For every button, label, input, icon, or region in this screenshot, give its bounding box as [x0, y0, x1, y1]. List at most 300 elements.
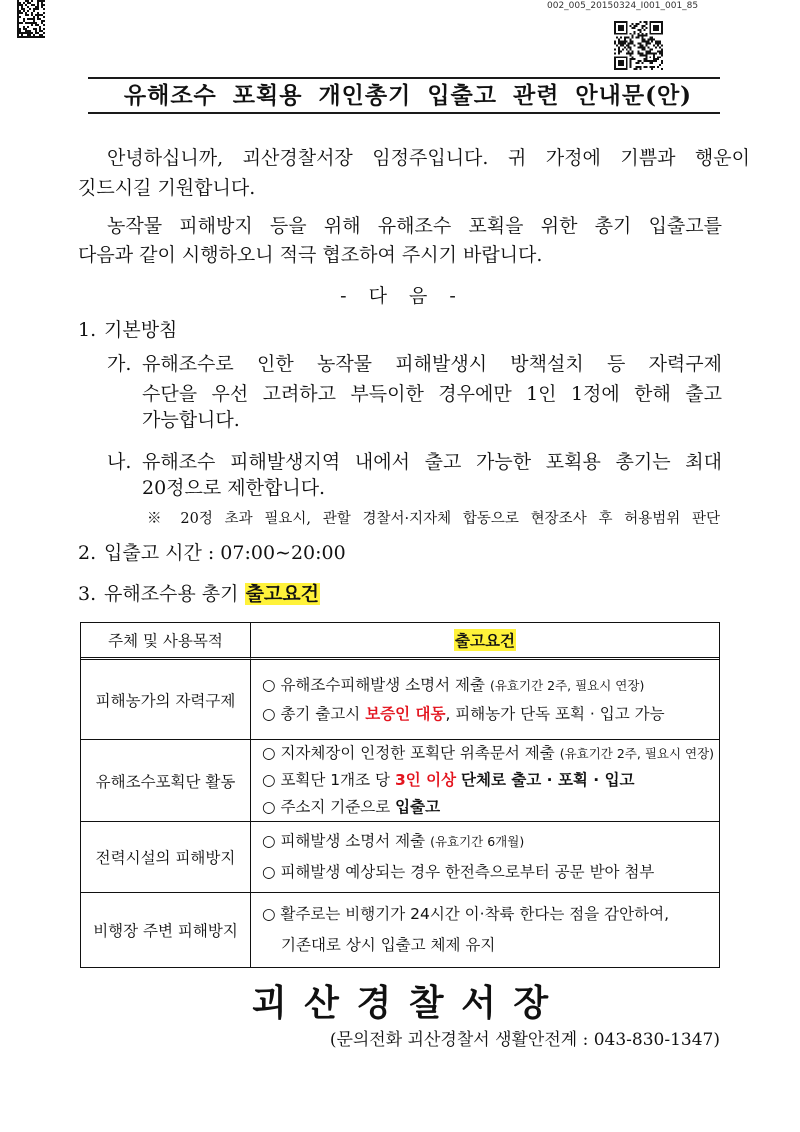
code-module	[657, 43, 659, 45]
contact-info: (문의전화 괴산경찰서 생활안전계 : 043-830-1347)	[329, 1030, 720, 1050]
code-module	[23, 8, 25, 10]
code-module	[661, 25, 663, 27]
code-module	[29, 34, 31, 36]
table-header-requirements-cell	[251, 623, 719, 660]
code-module	[643, 29, 645, 31]
code-module	[626, 27, 628, 29]
code-module	[649, 50, 651, 52]
code-module	[41, 14, 43, 16]
code-module	[17, 36, 19, 38]
code-module	[17, 28, 19, 30]
code-module	[647, 41, 649, 43]
code-module	[655, 52, 657, 54]
code-module	[31, 32, 33, 34]
code-module	[17, 16, 19, 18]
code-module	[628, 37, 630, 39]
code-module	[33, 34, 35, 36]
code-module	[645, 58, 647, 60]
code-module	[620, 45, 622, 47]
row-4-subject: 비행장 주변 피해방지	[81, 893, 251, 967]
requirements-table	[80, 622, 720, 968]
table-header-subject: 주체 및 사용목적	[81, 623, 251, 660]
code-module	[638, 23, 640, 25]
code-module	[645, 50, 647, 52]
code-module	[651, 68, 653, 70]
code-module	[628, 52, 630, 54]
code-module	[37, 18, 39, 20]
code-module	[638, 52, 640, 54]
code-module	[23, 32, 25, 34]
code-module	[29, 36, 31, 38]
requirement-text: ○ 피해발생 예상되는 경우 한전측으로부터 공문 받아 첨부	[262, 863, 655, 881]
row-2-requirements	[251, 740, 719, 822]
code-module	[17, 0, 19, 2]
code-module	[37, 16, 39, 18]
code-module	[17, 30, 19, 32]
code-module	[43, 8, 45, 10]
code-module	[655, 29, 657, 31]
code-module	[657, 58, 659, 60]
code-module	[626, 52, 628, 54]
code-module	[618, 48, 620, 50]
code-module	[634, 33, 636, 35]
code-module	[659, 52, 661, 54]
row-2-line-2	[262, 767, 719, 794]
code-module	[27, 26, 29, 28]
code-module	[17, 32, 19, 34]
code-module	[618, 60, 620, 62]
code-module	[630, 41, 632, 43]
code-module	[27, 0, 29, 2]
code-module	[653, 54, 655, 56]
code-module	[630, 48, 632, 50]
code-module	[645, 45, 647, 47]
code-module	[639, 54, 641, 56]
requirement-text: ○ 유해조수피해발생 소명서 제출	[262, 676, 485, 694]
code-module	[639, 46, 641, 48]
code-module	[645, 54, 647, 56]
code-module	[649, 62, 651, 64]
code-module	[645, 27, 647, 29]
code-module	[624, 43, 626, 45]
code-module	[645, 33, 647, 35]
code-module	[632, 43, 634, 45]
code-module	[661, 52, 663, 54]
code-module	[19, 22, 21, 24]
code-module	[37, 0, 39, 2]
code-module	[19, 36, 21, 38]
code-module	[29, 8, 31, 10]
code-module	[655, 46, 657, 48]
code-module	[647, 39, 649, 41]
code-module	[649, 37, 651, 39]
code-module	[651, 37, 653, 39]
section-1-number: 1.	[78, 319, 97, 341]
code-module	[638, 62, 640, 64]
code-module	[19, 16, 21, 18]
code-module	[614, 25, 616, 27]
code-module	[649, 33, 651, 35]
code-module	[655, 25, 657, 27]
code-module	[643, 35, 645, 37]
code-module	[23, 28, 25, 30]
code-module	[636, 37, 638, 39]
title-rule-bottom	[88, 112, 720, 114]
code-module	[620, 37, 622, 39]
item-b-marker: 나.	[107, 451, 132, 473]
code-module	[647, 46, 649, 48]
row-1-line-1	[262, 671, 719, 700]
intro-paragraph-1-line-2: 깃드시길 기원합니다.	[78, 177, 256, 199]
code-module	[630, 58, 632, 60]
item-a-line-3: 가능합니다.	[142, 409, 240, 431]
code-module	[29, 32, 31, 34]
code-module	[622, 33, 624, 35]
code-module	[614, 21, 616, 23]
intro-paragraph-1-line-1: 안녕하십니까, 괴산경찰서장 임정주입니다. 귀 가정에 기쁨과 행운이	[107, 147, 750, 169]
code-module	[659, 21, 661, 23]
code-module	[632, 35, 634, 37]
code-module	[626, 29, 628, 31]
code-module	[661, 45, 663, 47]
title-rule-top	[88, 77, 720, 79]
code-module	[632, 56, 634, 58]
code-module	[43, 28, 45, 30]
item-a-marker: 가.	[107, 353, 132, 375]
code-module	[638, 35, 640, 37]
validity-note: (유효기간 2주, 필요시 연장)	[559, 746, 715, 761]
code-module	[23, 26, 25, 28]
requirement-text: ○ 활주로는 비행기가 24시간 이·착륙 한다는 점을 감안하여,	[262, 905, 669, 923]
code-module	[21, 8, 23, 10]
code-module	[19, 28, 21, 30]
code-module	[43, 0, 45, 2]
code-module	[35, 30, 37, 32]
code-module	[21, 22, 23, 24]
code-module	[659, 46, 661, 48]
code-module	[641, 39, 643, 41]
code-module	[638, 37, 640, 39]
code-module	[649, 29, 651, 31]
code-module	[649, 48, 651, 50]
code-module	[643, 46, 645, 48]
code-module	[43, 32, 45, 34]
code-module	[630, 54, 632, 56]
code-module	[622, 62, 624, 64]
code-module	[620, 27, 622, 29]
row-2-line-3	[262, 794, 719, 821]
code-module	[655, 60, 657, 62]
code-module	[641, 41, 643, 43]
code-module	[31, 22, 33, 24]
code-module	[23, 10, 25, 12]
code-module	[39, 14, 41, 16]
code-module	[41, 20, 43, 22]
code-module	[39, 28, 41, 30]
code-module	[639, 52, 641, 54]
code-module	[655, 33, 657, 35]
code-module	[651, 41, 653, 43]
code-module	[639, 43, 641, 45]
code-module	[622, 21, 624, 23]
item-b-line-1: 유해조수 피해발생지역 내에서 출고 가능한 포획용 총기는 최대	[142, 451, 722, 473]
code-module	[638, 43, 640, 45]
section-1-title: 기본방침	[104, 319, 178, 341]
code-module	[614, 33, 616, 35]
code-module	[31, 0, 33, 2]
code-module	[17, 18, 19, 20]
code-module	[620, 68, 622, 70]
code-module	[643, 21, 645, 23]
code-module	[17, 4, 19, 6]
code-module	[27, 14, 29, 16]
code-module	[649, 66, 651, 68]
code-module	[620, 62, 622, 64]
code-module	[25, 4, 27, 6]
code-module	[19, 32, 21, 34]
code-module	[27, 30, 29, 32]
code-module	[21, 6, 23, 8]
code-module	[651, 21, 653, 23]
requirement-text: 기존대로 상시 입출고 체제 유지	[281, 936, 496, 954]
code-module	[39, 0, 41, 2]
code-module	[626, 31, 628, 33]
code-module	[632, 52, 634, 54]
section-1-note: ※ 20정 초과 필요시, 관할 경찰서·지자체 합동으로 현장조사 후 허용범위 판단	[147, 511, 720, 527]
code-module	[632, 23, 634, 25]
code-module	[657, 29, 659, 31]
code-module	[27, 18, 29, 20]
code-module	[43, 16, 45, 18]
code-module	[33, 36, 35, 38]
code-module	[620, 21, 622, 23]
code-module	[626, 25, 628, 27]
code-module	[622, 25, 624, 27]
code-module	[641, 37, 643, 39]
notice-heading: - 다 음 -	[340, 285, 456, 307]
code-module	[17, 10, 19, 12]
code-module	[626, 48, 628, 50]
code-module	[639, 21, 641, 23]
code-module	[23, 2, 25, 4]
code-module	[616, 68, 618, 70]
code-module	[638, 33, 640, 35]
code-module	[661, 31, 663, 33]
code-module	[657, 33, 659, 35]
code-module	[620, 50, 622, 52]
code-module	[614, 64, 616, 66]
code-module	[622, 56, 624, 58]
code-module	[655, 41, 657, 43]
document-title: 유해조수 포획용 개인총기 입출고 관련 안내문(안)	[123, 82, 693, 109]
code-module	[626, 66, 628, 68]
code-module	[632, 58, 634, 60]
code-module	[638, 46, 640, 48]
code-module	[649, 25, 651, 27]
code-module	[653, 58, 655, 60]
code-module	[37, 36, 39, 38]
code-module	[655, 58, 657, 60]
code-module	[618, 27, 620, 29]
code-module	[624, 46, 626, 48]
code-module	[657, 45, 659, 47]
code-module	[636, 25, 638, 27]
code-module	[25, 12, 27, 14]
code-module	[41, 2, 43, 4]
code-module	[645, 21, 647, 23]
code-module	[639, 29, 641, 31]
code-module	[25, 28, 27, 30]
code-module	[634, 58, 636, 60]
code-module	[628, 43, 630, 45]
code-module	[39, 26, 41, 28]
code-module	[39, 36, 41, 38]
code-module	[33, 4, 35, 6]
code-module	[25, 14, 27, 16]
code-module	[618, 64, 620, 66]
code-module	[643, 66, 645, 68]
section-3-number: 3.	[78, 583, 97, 605]
code-module	[618, 25, 620, 27]
code-module	[659, 43, 661, 45]
code-module	[653, 33, 655, 35]
code-module	[626, 37, 628, 39]
code-module	[641, 48, 643, 50]
row-2-line-1	[262, 740, 719, 767]
code-module	[618, 33, 620, 35]
code-module	[659, 64, 661, 66]
code-module	[653, 21, 655, 23]
code-module	[614, 23, 616, 25]
code-module	[643, 60, 645, 62]
code-module	[25, 36, 27, 38]
code-module	[614, 43, 616, 45]
code-module	[655, 43, 657, 45]
code-module	[657, 21, 659, 23]
code-module	[25, 0, 27, 2]
code-module	[37, 24, 39, 26]
code-module	[43, 36, 45, 38]
code-module	[630, 46, 632, 48]
code-module	[41, 34, 43, 36]
code-module	[649, 23, 651, 25]
code-module	[43, 24, 45, 26]
section-3-text: 유해조수용 총기	[104, 583, 239, 605]
code-module	[17, 26, 19, 28]
code-module	[29, 30, 31, 32]
code-module	[620, 56, 622, 58]
item-b-line-2: 20정으로 제한합니다.	[142, 477, 326, 499]
code-module	[614, 41, 616, 43]
code-module	[626, 21, 628, 23]
code-module	[639, 35, 641, 37]
code-module	[25, 22, 27, 24]
code-module	[27, 36, 29, 38]
code-module	[661, 48, 663, 50]
code-module	[27, 2, 29, 4]
code-module	[29, 18, 31, 20]
code-module	[645, 66, 647, 68]
code-module	[653, 66, 655, 68]
code-module	[618, 29, 620, 31]
code-module	[39, 34, 41, 36]
code-module	[21, 12, 23, 14]
code-module	[645, 60, 647, 62]
code-module	[622, 27, 624, 29]
code-module	[632, 41, 634, 43]
code-module	[622, 64, 624, 66]
code-module	[649, 52, 651, 54]
code-module	[35, 22, 37, 24]
code-module	[25, 30, 27, 32]
code-module	[618, 52, 620, 54]
code-module	[620, 64, 622, 66]
code-module	[653, 25, 655, 27]
code-module	[27, 34, 29, 36]
code-module	[645, 56, 647, 58]
data-matrix-code	[17, 0, 45, 38]
code-module	[17, 2, 19, 4]
row-3-line-1	[262, 826, 719, 857]
code-module	[31, 24, 33, 26]
code-module	[653, 52, 655, 54]
code-module	[35, 28, 37, 30]
requirement-text: ○ 지자체장이 인정한 포획단 위촉문서 제출	[262, 744, 555, 762]
code-module	[33, 18, 35, 20]
code-module	[661, 62, 663, 64]
code-module	[626, 45, 628, 47]
code-module	[618, 56, 620, 58]
code-module	[17, 12, 19, 14]
code-module	[37, 2, 39, 4]
code-module	[634, 31, 636, 33]
code-module	[620, 29, 622, 31]
code-module	[626, 62, 628, 64]
code-module	[35, 36, 37, 38]
code-module	[657, 56, 659, 58]
code-module	[634, 25, 636, 27]
code-module	[653, 60, 655, 62]
code-module	[641, 45, 643, 47]
code-module	[632, 27, 634, 29]
issuer-signature: 괴 산 경 찰 서 장	[251, 982, 549, 1024]
code-module	[616, 37, 618, 39]
code-module	[35, 24, 37, 26]
code-module	[33, 20, 35, 22]
row-2-subject: 유해조수포획단 활동	[81, 740, 251, 822]
code-module	[33, 28, 35, 30]
code-module	[639, 31, 641, 33]
code-module	[647, 52, 649, 54]
code-module	[23, 20, 25, 22]
code-module	[645, 23, 647, 25]
code-module	[639, 60, 641, 62]
code-module	[651, 62, 653, 64]
code-module	[27, 22, 29, 24]
code-module	[618, 21, 620, 23]
validity-note: (유효기간 6개월)	[430, 834, 525, 849]
code-module	[653, 45, 655, 47]
code-module	[630, 25, 632, 27]
code-module	[19, 30, 21, 32]
validity-note: (유효기간 2주, 필요시 연장)	[489, 678, 645, 693]
code-module	[614, 62, 616, 64]
code-module	[636, 62, 638, 64]
requirement-text: ○ 주소지 기준으로	[262, 798, 391, 816]
code-module	[21, 34, 23, 36]
code-module	[645, 43, 647, 45]
code-module	[19, 12, 21, 14]
